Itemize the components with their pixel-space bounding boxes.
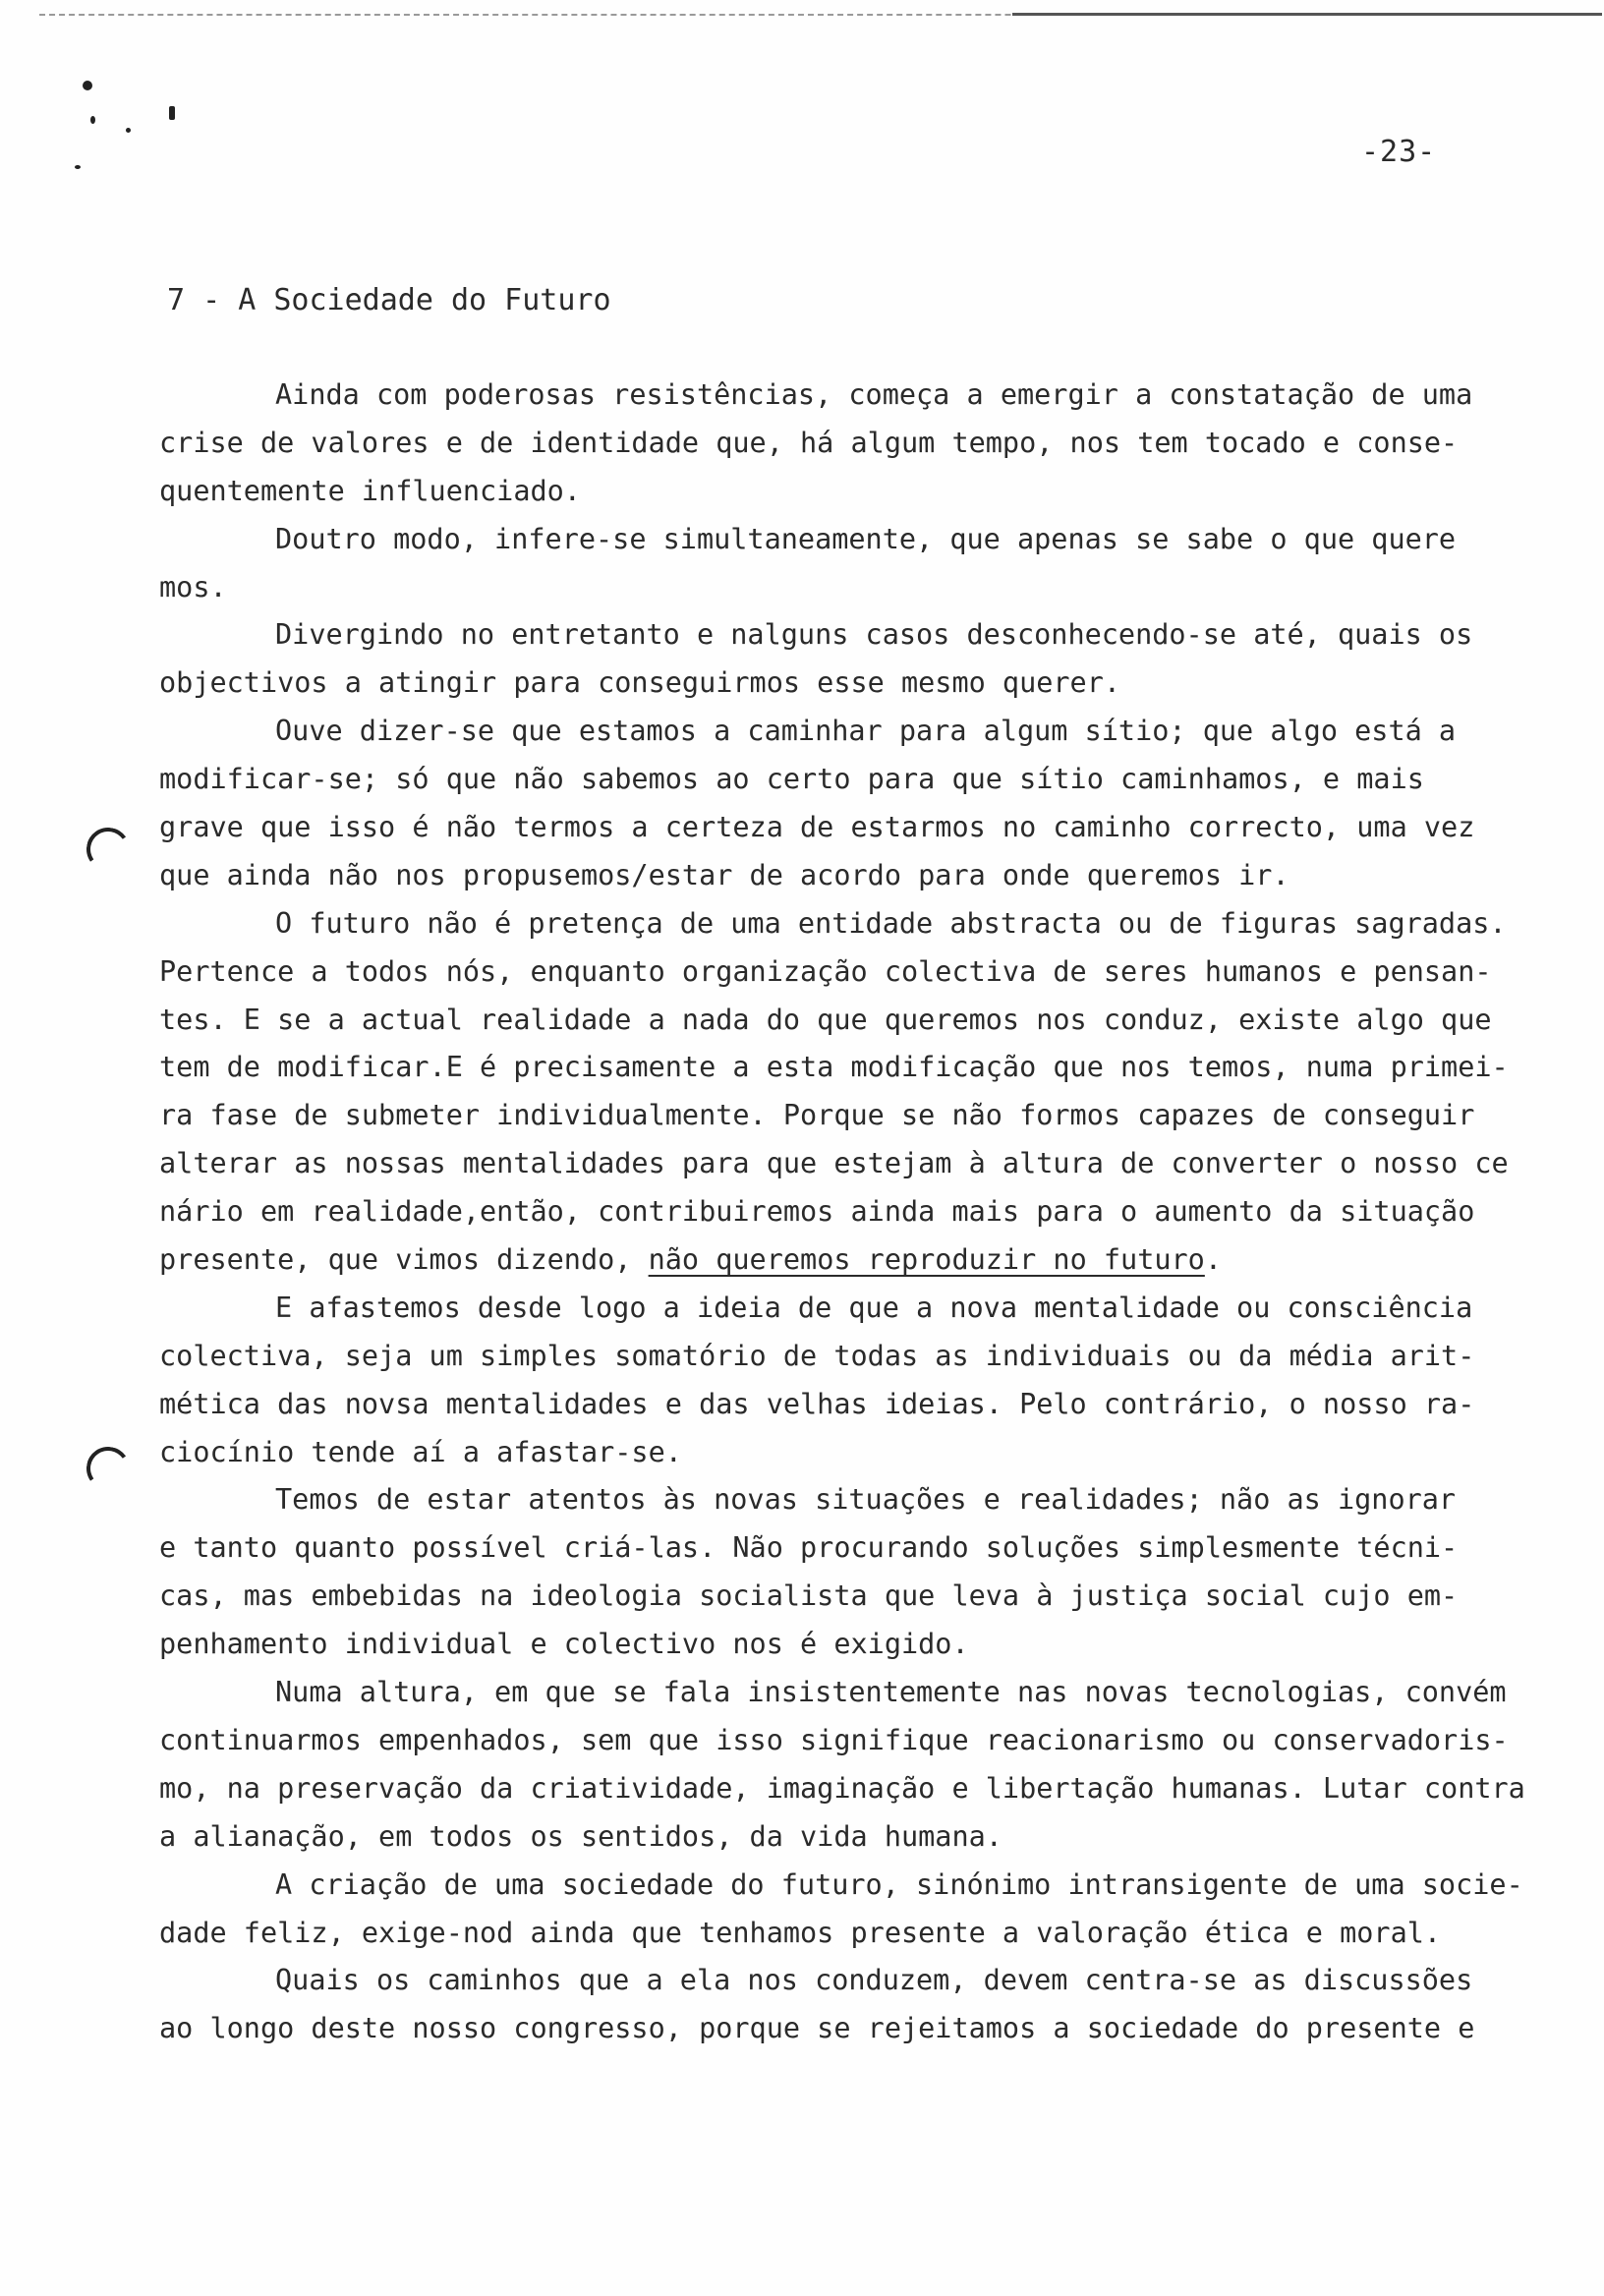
margin-punch-mark (84, 1444, 134, 1494)
text-span: . (1204, 1243, 1223, 1277)
text-line: nário em realidade,então, contribuiremos ainda mais para o aumento da situação (159, 1195, 1475, 1229)
scan-speck (90, 116, 95, 124)
body-text (159, 372, 1525, 2053)
text-line: penhamento individual e colectivo nos é exigido. (159, 1628, 969, 1661)
page-number: -23- (1361, 135, 1437, 169)
text-span: presente, que vimos dizendo, (159, 1243, 632, 1277)
text-line: continuarmos empenhados, sem que isso signifique reacionarismo ou conservadoris- (159, 1723, 1509, 1756)
text-line: Temos de estar atentos às novas situações e realidades; não as ignorar (275, 1483, 1457, 1517)
text-line: objectivos a atingir para conseguirmos esse mesmo querer. (159, 666, 1121, 700)
text-line: Quais os caminhos que a ela nos conduzem, devem centra-se as discussões (275, 1964, 1473, 1997)
text-line: A criação de uma sociedade do futuro, sinónimo intransigente de uma socie- (275, 1867, 1523, 1901)
text-line: modificar-se; só que não sabemos ao certo para que sítio caminhamos, e mais (159, 763, 1424, 796)
text-line: E afastemos desde logo a ideia de que a nova mentalidade ou consciência (275, 1291, 1473, 1324)
text-line: dade feliz, exige-nod ainda que tenhamos presente a valoração ética e moral. (159, 1916, 1442, 1949)
text-line (159, 1236, 1496, 1285)
text-line: a alianação, em todos os sentidos, da vida humana. (159, 1819, 1002, 1853)
text-line: tes. E se a actual realidade a nada do que queremos nos conduz, existe algo que (159, 1003, 1492, 1036)
scan-speck (126, 128, 131, 133)
scan-speck (83, 81, 92, 90)
text-line: e tanto quanto possível criá-las. Não procurando soluções simplesmente técni- (159, 1531, 1459, 1565)
text-line: Ainda com poderosas resistências, começa a emergir a constatação de uma (275, 378, 1473, 411)
text-line: que ainda não nos propusemos/estar de acordo para onde queremos ir. (159, 858, 1289, 891)
text-line: grave que isso é não termos a certeza de estarmos no caminho correcto, uma vez (159, 811, 1475, 844)
text-line: mética das novsa mentalidades e das velhas ideias. Pelo contrário, o nosso ra- (159, 1387, 1475, 1420)
text-line: colectiva, seja um simples somatório de todas as individuais ou da média arit- (159, 1339, 1475, 1372)
text-line: Numa altura, em que se fala insistentemente nas novas tecnologias, convém (275, 1676, 1507, 1709)
section-heading: 7 - A Sociedade do Futuro (167, 283, 611, 317)
text-line: Ouve dizer-se que estamos a caminhar para algum sítio; que algo está a (275, 715, 1457, 748)
text-line: quentemente influenciado. (159, 474, 581, 507)
text-line: alterar as nossas mentalidades para que estejam à altura de converter o nosso ce (159, 1147, 1509, 1180)
text-line: Doutro modo, infere-se simultaneamente, que apenas se sabe o que quere (275, 522, 1457, 555)
text-line: Pertence a todos nós, enquanto organização colectiva de seres humanos e pensan- (159, 954, 1492, 988)
underlined-phrase: não queremos reproduzir no futuro (648, 1243, 1205, 1277)
text-line: O futuro não é pretença de uma entidade abstracta ou de figuras sagradas. (275, 906, 1507, 940)
text-line: mo, na preservação da criatividade, imaginação e libertação humanas. Lutar contra (159, 1771, 1525, 1805)
text-line: mos. (159, 570, 227, 603)
text-line: cas, mas embebidas na ideologia socialista que leva à justiça social cujo em- (159, 1579, 1459, 1613)
scan-speck (75, 165, 81, 169)
scan-speck (169, 106, 175, 120)
text-line: tem de modificar.E é precisamente a esta modificação que nos temos, numa primei- (159, 1051, 1509, 1084)
text-line: ao longo deste nosso congresso, porque se rejeitamos a sociedade do presente e (159, 2012, 1475, 2045)
top-scan-rule-solid (1012, 13, 1602, 16)
text-line: ciocínio tende aí a afastar-se. (159, 1435, 682, 1468)
text-line: crise de valores e de identidade que, há algum tempo, nos tem tocado e conse- (159, 426, 1459, 459)
text-line: Divergindo no entretanto e nalguns casos desconhecendo-se até, quais os (275, 618, 1473, 652)
text-line: ra fase de submeter individualmente. Porque se não formos capazes de conseguir (159, 1099, 1475, 1132)
margin-punch-mark (84, 825, 134, 875)
